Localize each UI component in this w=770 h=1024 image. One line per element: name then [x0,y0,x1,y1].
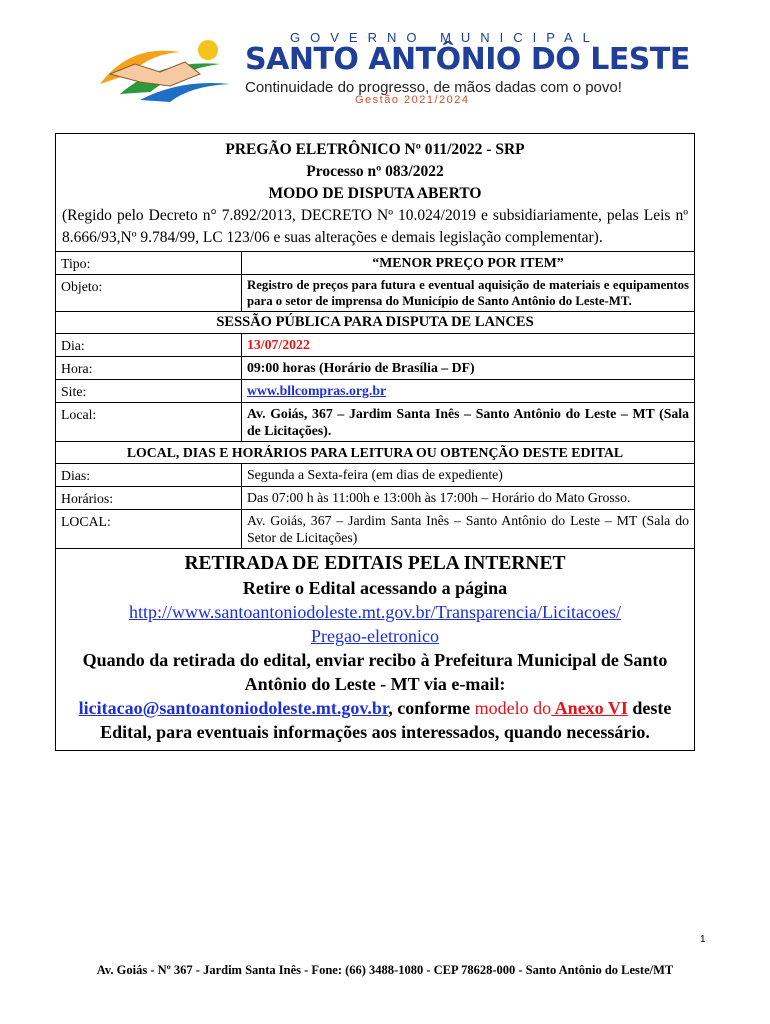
term: Gestão 2021/2024 [355,94,470,106]
site-cell [242,380,695,403]
hora-value: 09:00 horas (Horário de Brasília – DF) [242,357,695,380]
retirada-heading: RETIRADA DE EDITAIS PELA INTERNET [184,553,566,574]
table-row [56,312,694,334]
email-paragraph [64,696,686,744]
retirada-block [56,548,694,750]
tipo-label: Tipo: [56,252,242,275]
dia-label: Dia: [56,334,242,357]
hora-label: Hora: [56,357,242,380]
site-link[interactable]: www.bllcompras.org.br [247,383,387,398]
sessao-heading: SESSÃO PÚBLICA PARA DISPUTA DE LANCES [56,312,694,334]
site-label: Site: [56,380,242,403]
dias-label: Dias: [56,464,242,487]
intro-block [56,134,694,251]
modo-disputa: MODO DE DISPUTA ABERTO [268,185,482,202]
modelo-text: modelo do [474,698,552,718]
table-row [56,334,694,357]
regido-text: (Regido pelo Decreto n° 7.892/2013, DECRETO Nº 10.024/2019 e subsidiariamente, pelas Leis nº 8.666/93,Nº 9.784/99, LC 123/06 e suas alterações e demais legislação complementar). [62,207,688,246]
letterhead [90,28,690,108]
retire-text: Retire o Edital acessando a página [242,578,508,598]
table-row [56,357,694,380]
leitura-local-value: Av. Goiás, 367 – Jardim Santa Inês – Santo Antônio do Leste – MT (Sala do Setor de Licitações) [242,510,695,549]
rest-text: deste Edital, para eventuais informações aos interessados, quando necessário. [100,698,672,742]
edital-table [56,251,694,548]
table-row [56,442,694,464]
quando-text: Quando da retirada do edital, enviar recibo à Prefeitura Municipal de Santo Antônio do Leste - MT via e-mail: [82,650,668,694]
portal-link[interactable]: http://www.santoantoniodoleste.mt.gov.br/Transparencia/Licitacoes/ [129,602,621,622]
leitura-heading: LOCAL, DIAS E HORÁRIOS PARA LEITURA OU OBTENÇÃO DESTE EDITAL [56,442,694,464]
table-row [56,275,694,312]
anexo-link[interactable]: Anexo VI [551,698,628,718]
footer-address: Av. Goiás - Nº 367 - Jardim Santa Inês - Fone: (66) 3488-1080 - CEP 78628-000 - Santo Antônio do Leste/MT [96,963,674,977]
portal-link-cont[interactable]: Pregao-eletronico [311,626,439,646]
table-row [56,510,694,549]
table-row [56,380,694,403]
table-row [56,487,694,510]
conforme-text: , conforme [388,698,475,718]
email-link[interactable]: licitacao@santoantoniodoleste.mt.gov.br [78,698,389,718]
table-row [56,252,694,275]
dia-value: 13/07/2022 [242,334,695,357]
objeto-label: Objeto: [56,275,242,312]
horarios-value: Das 07:00 h às 11:00h e 13:00h às 17:00h – Horário do Mato Grosso. [242,487,695,510]
tipo-value: “MENOR PREÇO POR ITEM” [242,252,695,275]
local-value: Av. Goiás, 367 – Jardim Santa Inês – Santo Antônio do Leste – MT (Sala de Licitações). [242,403,695,442]
city-name: SANTO ANTÔNIO DO LESTE [245,42,690,77]
table-row [56,464,694,487]
processo-number: Processo nº 083/2022 [306,163,444,180]
objeto-value: Registro de preços para futura e eventual aquisição de materiais e equipamentos para o setor de imprensa do Município de Santo Antônio do Leste-MT. [242,275,695,312]
dias-value: Segunda a Sexta-feira (em dias de expediente) [242,464,695,487]
slogan: Continuidade do progresso, de mãos dadas com o povo! [245,79,622,96]
local-label: Local: [56,403,242,442]
gov-line: GOVERNO MUNICIPAL [290,30,600,45]
edital-box [55,133,695,751]
table-row [56,403,694,442]
municipal-logo [90,34,238,106]
horarios-label: Horários: [56,487,242,510]
page-number: 1 [700,934,706,945]
pregao-title: PREGÃO ELETRÔNICO Nº 011/2022 - SRP [225,141,525,158]
leitura-local-label: LOCAL: [56,510,242,549]
